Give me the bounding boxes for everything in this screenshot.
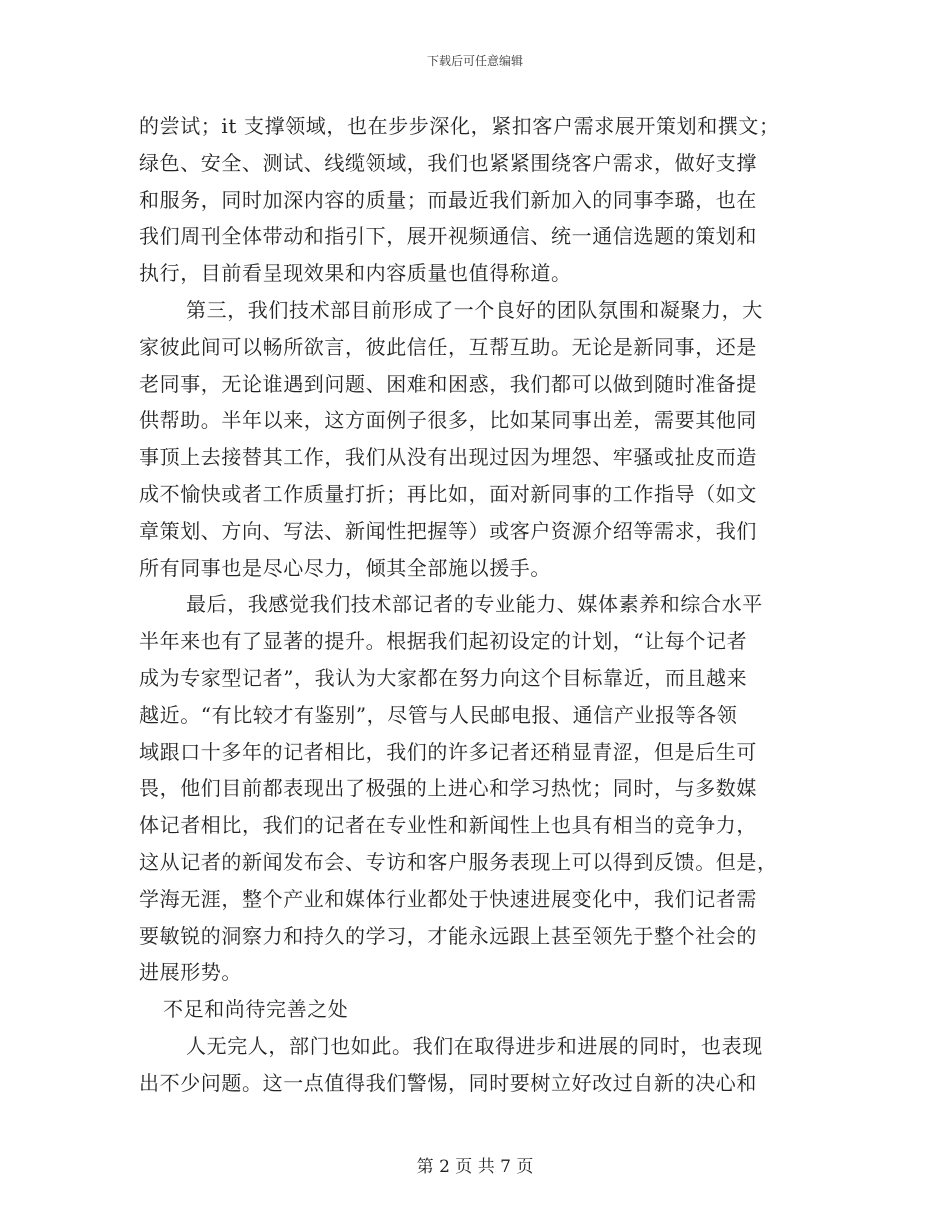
- body-line: 要敏锐的洞察力和持久的学习，才能永远跟上甚至领先于整个社会的: [139, 923, 757, 948]
- body-line: 成不愉快或者工作质量打折；再比如，面对新同事的工作指导（如文: [139, 481, 757, 506]
- body-line: 进展形势。: [139, 960, 242, 985]
- document-body: [139, 108, 811, 1102]
- body-line: 供帮助。半年以来，这方面例子很多，比如某同事出差，需要其他同: [139, 408, 757, 433]
- body-line: 和服务，同时加深内容的质量；而最近我们新加入的同事李璐，也在: [139, 187, 757, 212]
- body-line: 所有同事也是尽心尽力，倾其全部施以援手。: [139, 555, 551, 580]
- body-line: 家彼此间可以畅所欲言，彼此信任，互帮互助。无论是新同事，还是: [139, 334, 757, 359]
- body-line: 学海无涯，整个产业和媒体行业都处于快速进展变化中，我们记者需: [139, 886, 757, 911]
- page-header: 下载后可任意编辑: [426, 54, 523, 68]
- body-line: 事顶上去接替其工作，我们从没有出现过因为埋怨、牢骚或扯皮而造: [139, 445, 757, 470]
- body-line: 我们周刊全体带动和指引下，展开视频通信、统一通信选题的策划和: [139, 224, 757, 249]
- body-line: 体记者相比，我们的记者在专业性和新闻性上也具有相当的竞争力，: [139, 813, 757, 838]
- body-line: 绿色、安全、测试、线缆领域，我们也紧紧围绕客户需求，做好支撑: [139, 150, 757, 175]
- body-line: 半年来也有了显著的提升。根据我们起初设定的计划，“让每个记者: [139, 629, 748, 654]
- body-line: 老同事，无论谁遇到问题、困难和困惑，我们都可以做到随时准备提: [139, 371, 757, 396]
- body-line: 畏，他们目前都表现出了极强的上进心和学习热忱；同时，与多数媒: [139, 776, 757, 801]
- page-footer: 第 2 页 共 7 页: [416, 1157, 534, 1177]
- body-line: 成为专家型记者”，我认为大家都在努力向这个目标靠近，而且越来: [139, 665, 748, 690]
- body-line: 的尝试；it 支撑领域，也在步步深化，紧扣客户需求展开策划和撰文；: [139, 114, 780, 138]
- body-line: 章策划、方向、写法、新闻性把握等）或客户资源介绍等需求，我们: [139, 518, 757, 543]
- body-line: 越近。“有比较才有鉴别”，尽管与人民邮电报、通信产业报等各领: [139, 702, 738, 727]
- paragraph-start-line: 最后，我感觉我们技术部记者的专业能力、媒体素养和综合水平: [186, 592, 763, 617]
- body-line: 出不少问题。这一点值得我们警惕，同时要树立好改过自新的决心和: [139, 1070, 757, 1095]
- body-line: 域跟口十多年的记者相比，我们的许多记者还稍显青涩，但是后生可: [139, 739, 757, 764]
- paragraph-start-line: 第三，我们技术部目前形成了一个良好的团队氛围和凝聚力，大: [186, 297, 763, 322]
- section-heading: 不足和尚待完善之处: [163, 997, 349, 1022]
- body-line: 这从记者的新闻发布会、专访和客户服务表现上可以得到反馈。但是，: [139, 849, 778, 874]
- body-line: 执行，目前看呈现效果和内容质量也值得称道。: [139, 261, 572, 286]
- paragraph-start-line: 人无完人，部门也如此。我们在取得进步和进展的同时，也表现: [186, 1033, 763, 1058]
